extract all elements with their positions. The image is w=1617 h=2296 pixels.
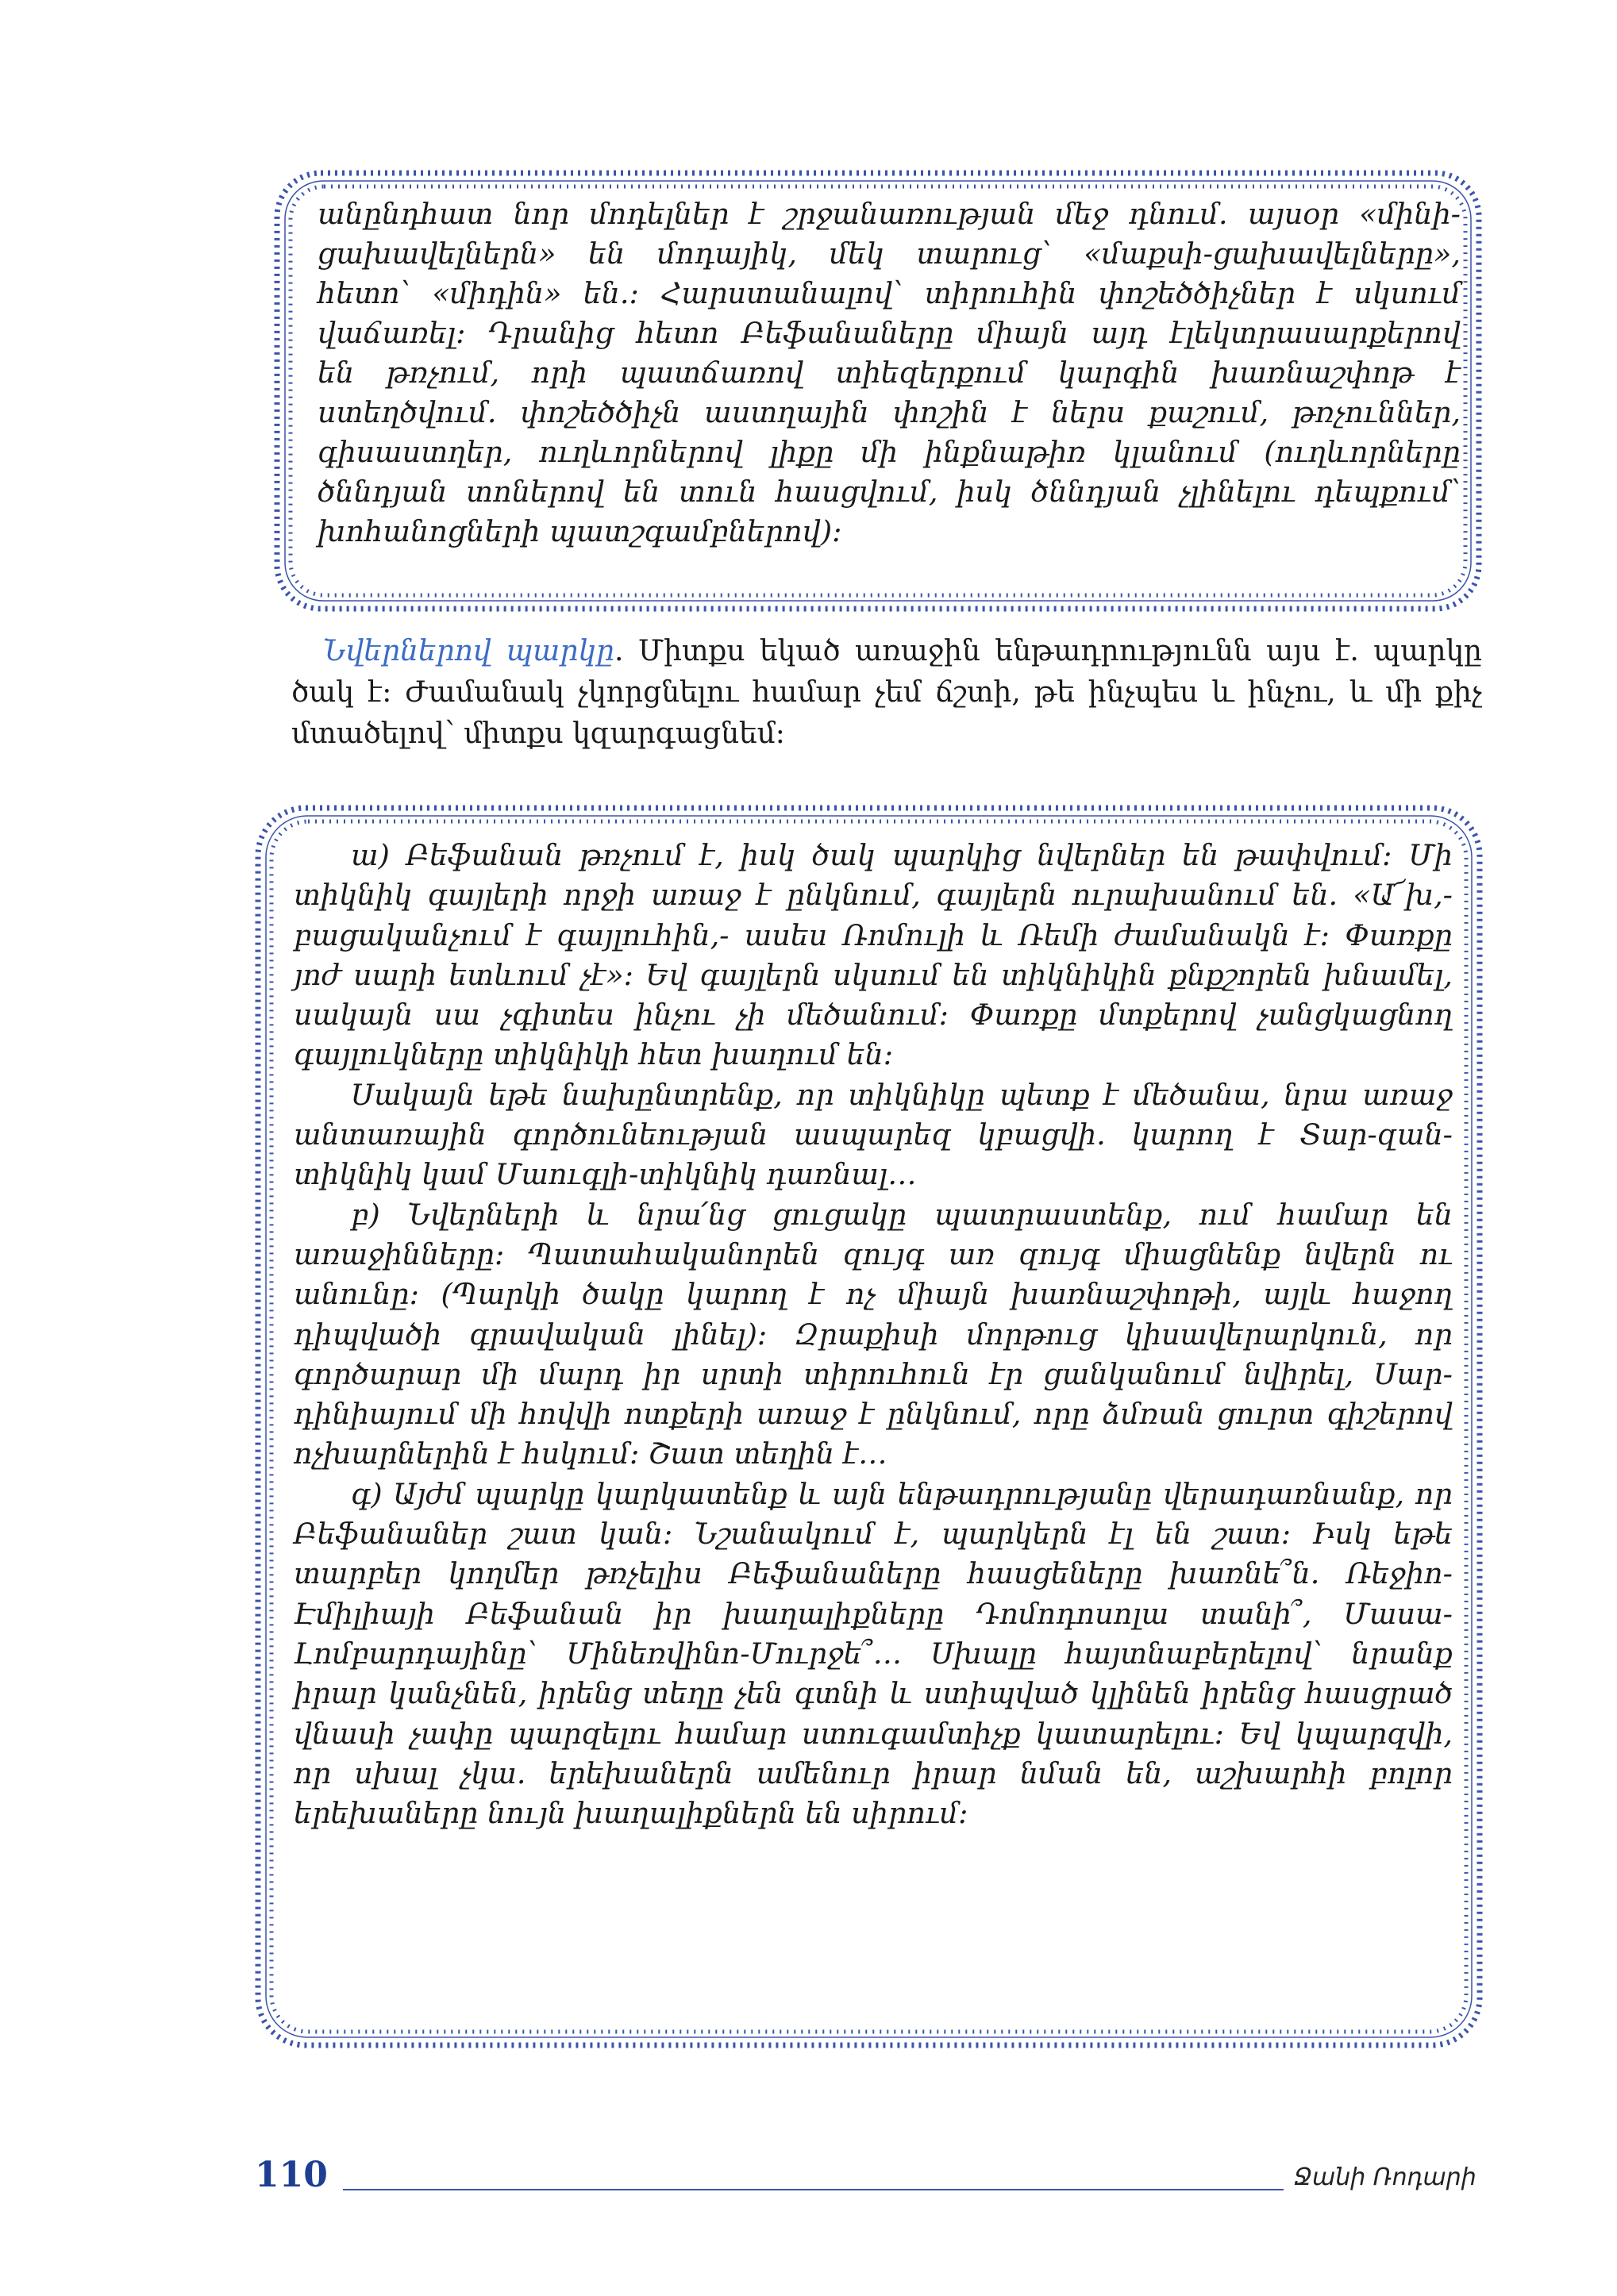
- quote-box-top: [275, 171, 1481, 611]
- paragraph: Սակայն եթե նախընտրենք, որ տիկնիկը պետք է մեծանա, նրա առաջ անտառային գործունեության ասպարեզ կբացվի. կարող է Տար-զան-տիկնիկ կամ Մաուգլի-տիկնիկ դառնալ…: [294, 1077, 1453, 1192]
- page-number: 110: [255, 2155, 328, 2195]
- paragraph: գ) Այժմ պարկը կարկատենք և այն ենթադրությանը վերադառնանք, որ Բեֆանաներ շատ կան: Նշանակում է, պարկերն էլ են շատ: Իսկ եթե տարբեր կողմեր թռչելիս Բեֆանաները հասցեները խառնե՞ն. Ռեջիո-Էմիլիայի Բեֆանան իր խաղալիքները Դոմոդոսոլա տանի՞, Մասա-Լոմբարդայինը՝ Մինեռվինո-Մուրջե՞… Սխալը հայտնաբերելով՝ նրանք իրար կանչնեն, իրենց տեղը չեն գտնի և ստիպված կլինեն իրենց հասցրած վնասի չափը պարզելու համար ստուգամտիչք կատարելու: Եվ կպարզվի, որ սխալ չկա. երեխաներն ամենուր իրար նման են, աշխարհի բոլոր երեխաները նույն խաղալիքներն են սիրում:: [294, 1476, 1453, 1831]
- paragraph: ա) Բեֆանան թռչում է, իսկ ծակ պարկից նվերներ են թափվում: Մի տիկնիկ գայլերի որջի առաջ է ընկնում, գայլերն ուրախանում են. «Ա՜խ,- բացականչում է գայլուհին,- ասես Ռոմուլի և Ռեմի ժամանակն է: Փառքը յոժ սարի ետևում չէ»: Եվ գայլերն սկսում են տիկնիկին քնքշորեն խնամել, սակայն սա չգիտես ինչու չի մեծանում: Փառքը մտքերով չանցկացնող գայլուկները տիկնիկի հետ խաղում են:: [294, 838, 1453, 1072]
- text-line: խոհանոցների պատշգամբներով):: [318, 514, 842, 548]
- text-line: վաճառել: Դրանից հետո Բեֆանաները միայն այդ էլեկտրասարքերով: [318, 316, 1461, 350]
- text-line: ստեղծվում. փոշեծծիչն աստղային փոշին է ներս քաշում, թռչուններ,: [318, 395, 1461, 429]
- paragraph: բ) Նվերների և նրա՛նց ցուցակը պատրաստենք, ում համար են առաջինները: Պատահականորեն զույգ առ զույգ միացնենք նվերն ու անունը: (Պարկի ծակը կարող է ոչ միայն խառնաշփոթի, այլև հաջող դիպվածի գրավական լինել): Զրաքիսի մորթուց կիսավերարկուն, որ գործարար մի մարդ իր սրտի տիրուհուն էր ցանկանում նվիրել, Սար-դինիայում մի հովվի ոտքերի առաջ է ընկնում, որը ձմռան ցուրտ գիշերով ոչխարներին է հսկում: Շատ տեղին է…: [294, 1197, 1453, 1471]
- text-line: գիսաստղեր, ուղևորներով լիքը մի ինքնաթիռ կլանում (ուղևորները: [318, 435, 1461, 469]
- section-lead: Նվերներով պարկը: [323, 635, 614, 667]
- text-line: հետո՝ «միդին» են.: Հարստանալով՝ տիրուհին փոշեծծիչներ է սկսում: [318, 276, 1461, 310]
- text-line: ցախավելներն» են մոդայիկ, մեկ տարուց՝ «մաքսի-ցախավելները»,: [318, 237, 1461, 271]
- text-line: ծննդյան տոներով են տուն հասցվում, իսկ ծննդյան չլինելու դեպքում՝: [318, 475, 1461, 509]
- quote-box-bottom: [256, 806, 1482, 2048]
- footer-rule: [343, 2189, 1284, 2190]
- body-paragraph: [291, 631, 1482, 755]
- paragraph-text: . Միտքս եկած առաջին ենթադրությունն այս է. պարկը ծակ է: Ժամանակ չկորցնելու համար չեմ ճշտի, թե ինչպես և ինչու, և մի քիչ մտածելով՝ միտքս կզարգացնեմ:: [291, 635, 1482, 750]
- text-line: անընդհատ նոր մոդելներ է շրջանառության մեջ դնում. այսօր «մինի-: [318, 197, 1461, 231]
- text-line: են թռչում, որի պատճառով տիեզերքում կարգին խառնաշփոթ է: [318, 356, 1461, 390]
- box-text: [318, 194, 1461, 552]
- running-footer-author: Ջանի Ռոդարի: [1294, 2163, 1476, 2191]
- box-text: [294, 836, 1453, 1833]
